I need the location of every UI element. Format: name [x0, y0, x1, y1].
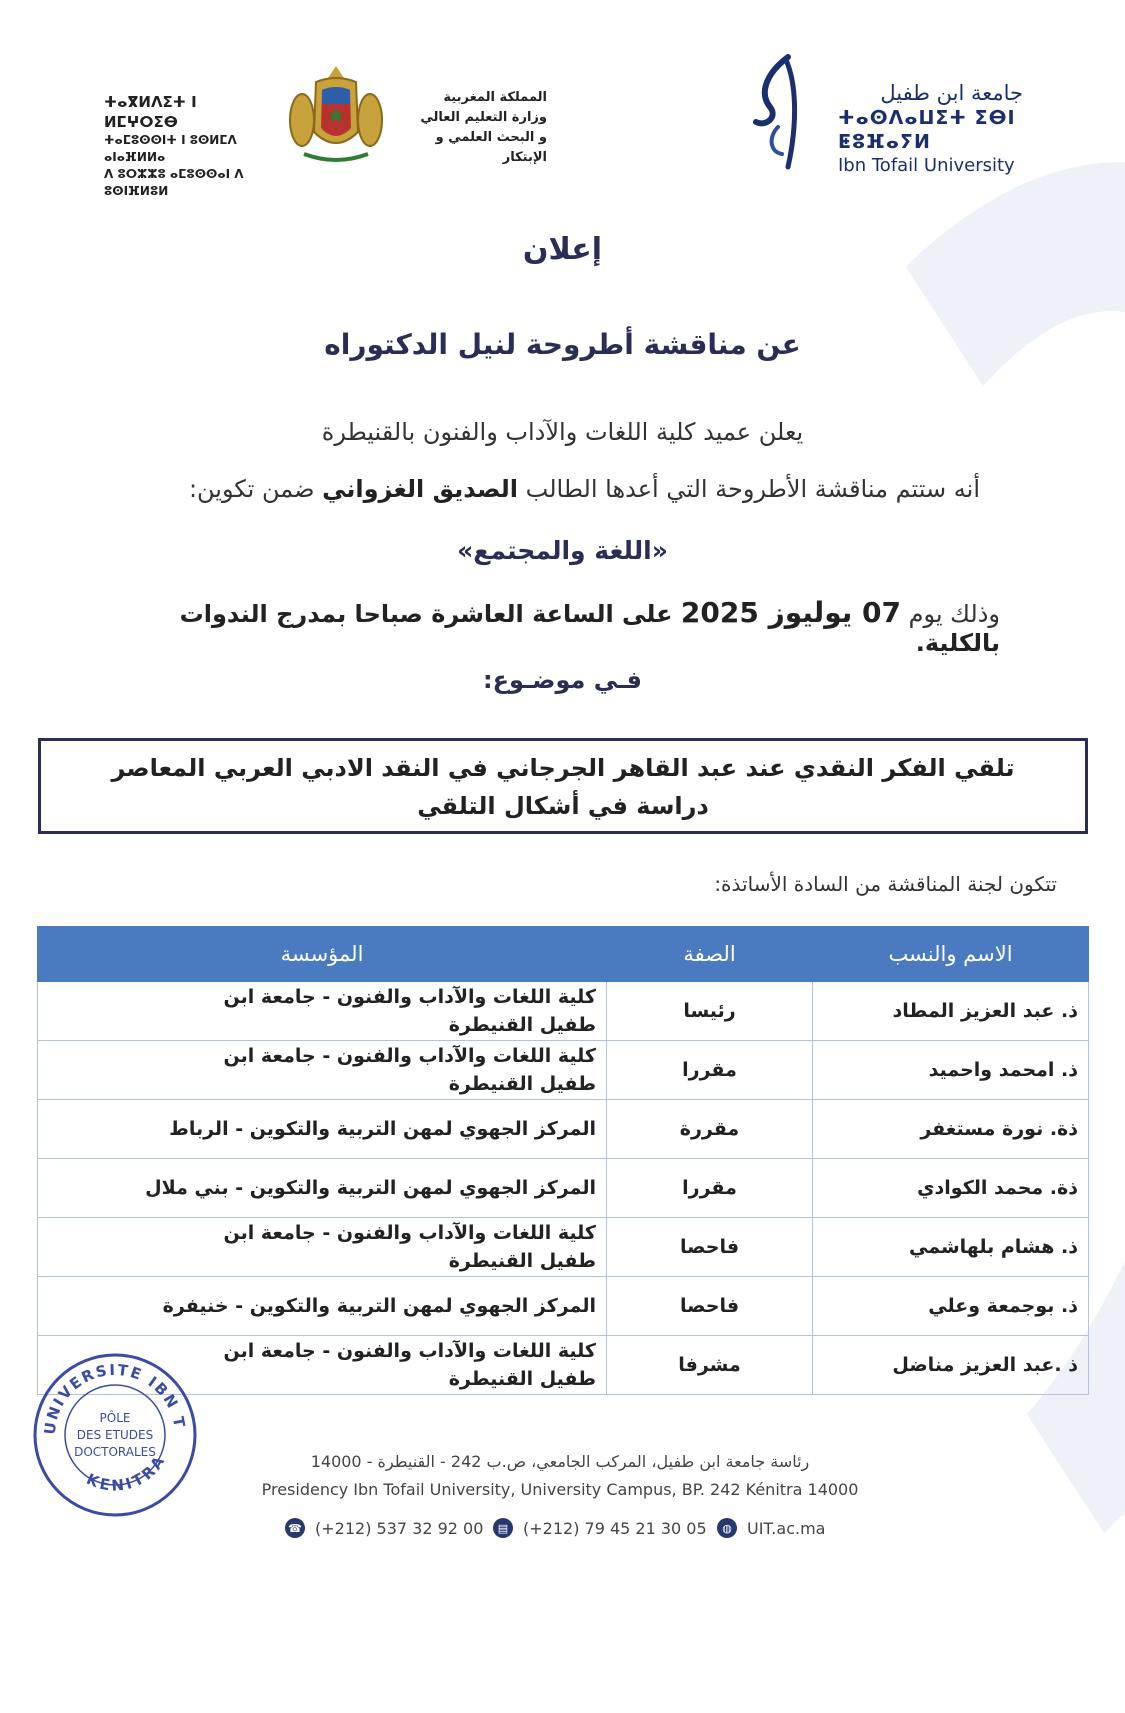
- member-name: ذ. عبد العزيز المطاد: [813, 982, 1089, 1041]
- member-name: ذ .عبد العزيز مناضل: [813, 1336, 1089, 1395]
- table-row: [38, 1100, 1089, 1159]
- member-role: مقررا: [607, 1159, 813, 1218]
- member-name: ذة. نورة مستغفر: [813, 1100, 1089, 1159]
- institution-text: كلية اللغات والآداب والفنون - جامعة ابن طفيل القنيطرة: [223, 1222, 596, 1272]
- ministry-tifinagh-line: ⵜⴰⵎⵓⵙⵙⵏⵜ ⵏ ⵓⵙⵍⵎⴷ ⴰⵏⴰⴼⵍⵍⴰ: [104, 133, 237, 164]
- institution-text: المركز الجهوي لمهن التربية والتكوين - خنيفرة: [162, 1295, 596, 1317]
- page-subtitle: عن مناقشة أطروحة لنيل الدكتوراه: [324, 328, 801, 361]
- member-role: مشرفا: [607, 1336, 813, 1395]
- member-name: ذ. بوجمعة وعلي: [813, 1277, 1089, 1336]
- institution-text: كلية اللغات والآداب والفنون - جامعة ابن طفيل القنيطرة: [223, 986, 596, 1036]
- thesis-subject-subtitle: دراسة في أشكال التلقي: [417, 792, 709, 820]
- thesis-subject-box: [38, 738, 1088, 834]
- header-name: الاسم والنسب: [813, 927, 1089, 982]
- ministry-line: وزارة التعليم العالي: [420, 110, 547, 125]
- thesis-subject-title: تلقي الفكر النقدي عند عبد القاهر الجرجاني في النقد الادبي العربي المعاصر: [111, 754, 1015, 782]
- member-institution: [38, 1100, 607, 1159]
- phone-number: (+212) 537 32 92 00: [315, 1518, 484, 1538]
- stamp-center-line: DOCTORALES: [74, 1445, 156, 1459]
- institution-text: المركز الجهوي لمهن التربية والتكوين - بني ملال: [145, 1177, 596, 1199]
- table-row: [38, 1277, 1089, 1336]
- table-row: [38, 1218, 1089, 1277]
- table-row: [38, 982, 1089, 1041]
- ministry-line: المملكة المغربية: [443, 90, 547, 105]
- defense-time-location: على الساعة العاشرة صباحا بمدرج الندوات بالكلية.: [179, 600, 1000, 657]
- contact-phone: [285, 1518, 483, 1538]
- ministry-line: و البحث العلمي و الإبتكار: [435, 130, 547, 165]
- university-name-english: Ibn Tofail University: [838, 155, 1015, 176]
- date-text: وذلك يوم: [900, 600, 1000, 628]
- stamp-ring-text: UNIVERSITE IBN T: [40, 1360, 189, 1436]
- website-link[interactable]: UIT.ac.ma: [747, 1518, 826, 1538]
- header-role: الصفة: [607, 927, 813, 982]
- defense-date: 07 يوليوز 2025: [680, 596, 901, 629]
- footer-address-arabic: رئاسة جامعة ابن طفيل، المركب الجامعي، ص.ب 242 - القنيطرة - 14000: [310, 1452, 810, 1471]
- dean-announcement: يعلن عميد كلية اللغات والآداب والفنون بالقنيطرة: [321, 418, 804, 446]
- member-role: فاحصا: [607, 1218, 813, 1277]
- member-role: فاحصا: [607, 1277, 813, 1336]
- member-name: ذ. امحمد واحميد: [813, 1041, 1089, 1100]
- table-row: [38, 1041, 1089, 1100]
- student-name: الصديق الغزواني: [322, 475, 519, 503]
- committee-intro: تتكون لجنة المناقشة من السادة الأساتذة:: [714, 872, 1057, 896]
- statement-text: أنه ستتم مناقشة الأطروحة التي أعدها الطالب: [518, 475, 980, 503]
- jury-table: [37, 926, 1089, 1395]
- contact-website[interactable]: [717, 1518, 825, 1538]
- institution-text: كلية اللغات والآداب والفنون - جامعة ابن طفيل القنيطرة: [223, 1045, 596, 1095]
- header-institution: المؤسسة: [38, 927, 607, 982]
- stamp-bottom-text: KENITRA: [83, 1450, 170, 1495]
- globe-icon: ◍: [717, 1518, 737, 1538]
- member-name: ذ. هشام بلهاشمي: [813, 1218, 1089, 1277]
- university-name-arabic: جامعة ابن طفيل: [880, 81, 1023, 105]
- phone-icon: ☎: [285, 1518, 305, 1538]
- member-role: رئيسا: [607, 982, 813, 1041]
- footer-contacts: [285, 1518, 865, 1546]
- page-title: إعلان: [522, 232, 603, 267]
- ministry-name-arabic: [395, 88, 547, 168]
- member-institution: [38, 982, 607, 1041]
- stamp-center-line: PÔLE: [99, 1411, 131, 1425]
- official-stamp: [30, 1350, 200, 1520]
- table-row: [38, 1159, 1089, 1218]
- institution-text: كلية اللغات والآداب والفنون - جامعة ابن طفيل القنيطرة: [223, 1340, 596, 1390]
- member-institution: [38, 1277, 607, 1336]
- member-institution: [38, 1041, 607, 1100]
- member-institution: [38, 1159, 607, 1218]
- member-role: مقررا: [607, 1041, 813, 1100]
- member-institution: [38, 1218, 607, 1277]
- defense-date-line: [100, 596, 1000, 657]
- member-name: ذة. محمد الكوادي: [813, 1159, 1089, 1218]
- fax-number: (+212) 79 45 21 30 05: [523, 1518, 707, 1538]
- ministry-name-tifinagh: [104, 92, 274, 200]
- moroccan-coat-of-arms-icon: [286, 62, 386, 166]
- table-header-row: [38, 927, 1089, 982]
- footer-address-english: Presidency Ibn Tofail University, University Campus, BP. 242 Kénitra 14000: [261, 1480, 859, 1499]
- thesis-statement: [110, 475, 980, 503]
- ministry-tifinagh-line: ⴷ ⵓⵔⵣⵣⵓ ⴰⵎⵓⵙⵙⴰⵏ ⴷ ⵓⵙⵏⴼⵍⵓⵍ: [104, 167, 244, 198]
- ministry-tifinagh-line: ⵜⴰⴳⵍⴷⵉⵜ ⵏ ⵍⵎⵖⵔⵉⴱ: [104, 93, 197, 131]
- contact-fax: [493, 1518, 707, 1538]
- member-role: مقررة: [607, 1100, 813, 1159]
- university-logo: [748, 52, 1028, 182]
- subject-label: فـي موضـوع:: [483, 666, 642, 694]
- program-name: «اللغة والمجتمع»: [457, 536, 668, 565]
- university-emblem-icon: [748, 52, 818, 177]
- university-name-tifinagh: ⵜⴰⵙⴷⴰⵡⵉⵜ ⵉⴱⵏ ⵟⵓⴼⴰⵢⵍ: [838, 107, 1016, 153]
- stamp-center-line: DES ETUDES: [76, 1428, 154, 1442]
- fax-icon: ▤: [493, 1518, 513, 1538]
- institution-text: المركز الجهوي لمهن التربية والتكوين - الرباط: [169, 1118, 596, 1140]
- statement-text: ضمن تكوين:: [188, 475, 323, 503]
